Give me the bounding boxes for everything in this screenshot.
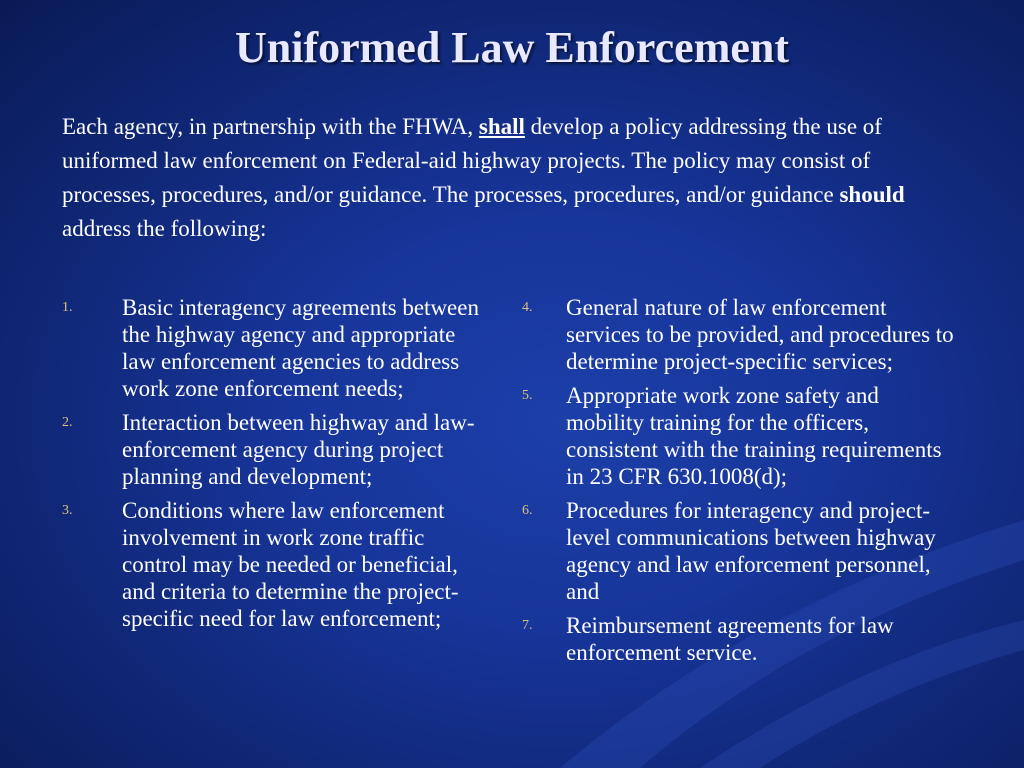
- list-item-text: Appropriate work zone safety and mobility training for the officers, consistent with the training requirements in 23 CFR 630.1008(d);: [566, 383, 942, 489]
- list-number: 2.: [62, 415, 73, 430]
- left-numbered-list: [62, 294, 492, 639]
- list-item-text: General nature of law enforcement services to be provided, and procedures to determine project-specific services;: [566, 295, 954, 374]
- list-item-5: [522, 382, 962, 490]
- list-item-text: Basic interagency agreements between the highway agency and appropriate law enforcement agencies to address work zone enforcement needs;: [122, 295, 479, 401]
- list-item-3: [62, 497, 492, 632]
- intro-should-emphasis: should: [839, 182, 905, 207]
- list-number: 6.: [522, 503, 533, 518]
- intro-part-2: develop a policy addressing the use of uniformed law enforcement on Federal-aid highway projects. The policy may consist of processes, procedures, and/or guidance. The processes, procedures, and/or guidance: [62, 114, 882, 207]
- list-item-text: Conditions where law enforcement involvement in work zone traffic control may be needed or beneficial, and criteria to determine the project-specific need for law enforcement;: [122, 498, 459, 631]
- list-number: 1.: [62, 300, 73, 315]
- list-item-text: Interaction between highway and law-enforcement agency during project planning and development;: [122, 410, 475, 489]
- list-number: 4.: [522, 300, 533, 315]
- list-number: 7.: [522, 618, 533, 633]
- slide-title: Uniformed Law Enforcement: [235, 23, 789, 72]
- list-item-6: [522, 497, 962, 605]
- list-item-1: [62, 294, 492, 402]
- right-numbered-list: [522, 294, 962, 673]
- list-item-4: [522, 294, 962, 375]
- intro-paragraph: [62, 110, 962, 246]
- list-number: 3.: [62, 503, 73, 518]
- intro-part-3: address the following:: [62, 216, 267, 241]
- intro-part-1: Each agency, in partnership with the FHWA,: [62, 114, 479, 139]
- list-item-text: Reimbursement agreements for law enforcement service.: [566, 613, 894, 665]
- list-item-text: Procedures for interagency and project-level communications between highway agency and law enforcement personnel, and: [566, 498, 936, 604]
- list-number: 5.: [522, 388, 533, 403]
- intro-shall-emphasis: shall: [478, 114, 525, 139]
- list-item-2: [62, 409, 492, 490]
- list-item-7: [522, 612, 962, 666]
